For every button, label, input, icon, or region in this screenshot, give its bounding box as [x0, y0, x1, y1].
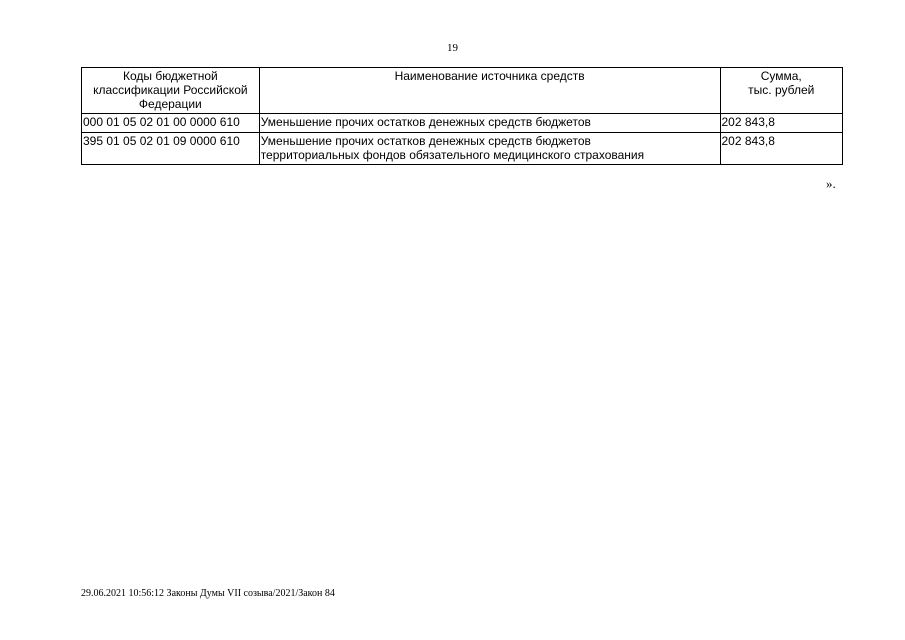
cell-name	[259, 114, 720, 133]
header-budget-codes: Коды бюджетной классификации Российской Федерации	[82, 68, 260, 114]
header-sum-line2: тыс. рублей	[748, 83, 815, 97]
cell-name-line1: Уменьшение прочих остатков денежных средств бюджетов	[260, 115, 591, 129]
table-header-row	[82, 68, 843, 114]
page-number: 19	[447, 42, 458, 54]
cell-sum: 202 843,8	[720, 114, 843, 133]
cell-name-line1: Уменьшение прочих остатков денежных средств бюджетов	[260, 134, 591, 148]
header-sum-line1: Сумма,	[760, 69, 802, 83]
cell-sum: 202 843,8	[720, 133, 843, 165]
table-row	[82, 133, 843, 165]
cell-code: 000 01 05 02 01 00 0000 610	[82, 114, 260, 133]
budget-sources-table	[81, 67, 843, 165]
table-row	[82, 114, 843, 133]
cell-code: 395 01 05 02 01 09 0000 610	[82, 133, 260, 165]
header-source-name: Наименование источника средств	[259, 68, 720, 114]
closing-quote: ».	[826, 176, 836, 191]
header-sum	[720, 68, 843, 114]
document-footer: 29.06.2021 10:56:12 Законы Думы VII созыва/2021/Закон 84	[81, 588, 335, 599]
cell-name-line2: территориальных фондов обязательного медицинского страхования	[260, 148, 645, 162]
cell-name	[259, 133, 720, 165]
